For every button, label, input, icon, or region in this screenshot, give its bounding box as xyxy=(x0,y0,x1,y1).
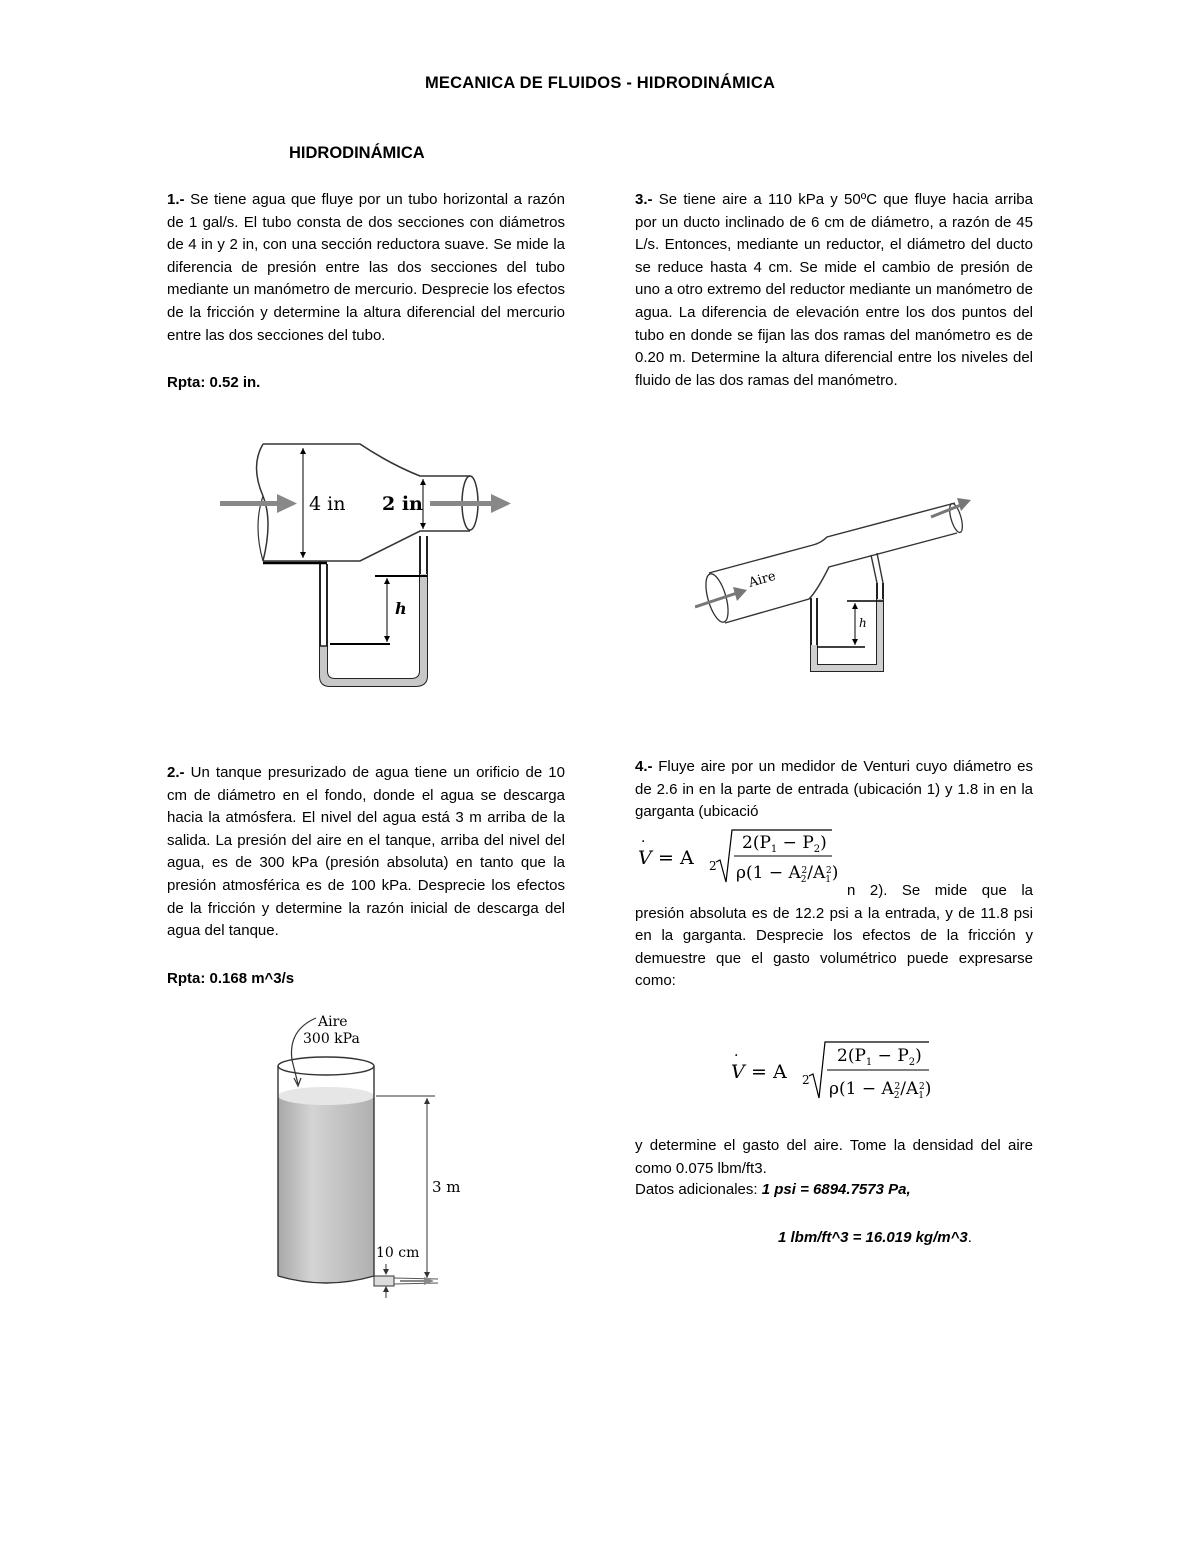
problem-2-text xyxy=(167,762,565,943)
figure-2-label-air: Aire xyxy=(318,1014,348,1030)
problem-4-text-a xyxy=(635,756,1033,824)
figure-2-label-pressure: 300 kPa xyxy=(303,1031,360,1047)
formula-display-den: ρ(1 − A xyxy=(829,1079,894,1099)
problem-2-number: 2.- xyxy=(167,764,185,781)
additional-data-label: Datos adicionales: xyxy=(635,1181,762,1198)
formula-display-num-s1: 1 xyxy=(865,1057,873,1068)
problem-1-body: Se tiene agua que fluye por un tubo horizontal a razón de 1 gal/s. El tubo consta de dos secciones con diámetros de 4 in y 2 in, con una sección reductora suave. Se mide la diferencia de presión entre las dos secciones del tubo mediante un manómetro de mercurio. Desprecie los efectos de la fricción y determine la altura diferencial del mercurio entre las dos secciones del tubo. xyxy=(167,191,565,344)
figure-2-label-hole: 10 cm xyxy=(376,1245,420,1261)
formula-inline-eq: = A xyxy=(658,847,694,869)
formula-inline-den-end: ) xyxy=(831,863,839,883)
figure-1-label-d1: 4 in xyxy=(309,493,346,515)
svg-text:2(P1 − P2) xyxy=(837,1046,922,1068)
additional-data-line-2 xyxy=(778,1229,972,1246)
formula-inline-num-end: ) xyxy=(820,833,827,853)
problem-3-body: Se tiene aire a 110 kPa y 50ºC que fluye hacia arriba por un ducto inclinado de 6 cm de diámetro, a razón de 45 L/s. Entonces, mediante un reductor, el diámetro del ducto se reduce hasta 4 cm. Se mide el cambio de presión de uno a otro extremo del reductor mediante un manómetro de agua. La diferencia de elevación entre los dos puntos del tubo en donde se fijan las dos ramas del manómetro es de 0.20 m. Determine la altura diferencial entre los niveles del fluido de las dos ramas del manómetro. xyxy=(635,191,1033,389)
document-title: MECANICA DE FLUIDOS - HIDRODINÁMICA xyxy=(424,74,776,92)
figure-3-label-air: Aire xyxy=(746,568,778,591)
formula-inline-num-mid: − P xyxy=(777,833,814,853)
formula-inline-den-e1: 2 xyxy=(826,866,832,876)
svg-text:ρ(1 − A22/A12) xyxy=(829,1079,931,1101)
section-title: HIDRODINÁMICA xyxy=(289,144,425,162)
problem-4-body-b: n 2). Se mide que la presión absoluta es de 12.2 psi a la entrada, y de 11.8 psi en la garganta. Desprecie los efectos de la fricción y demuestre que el gasto volumétrico puede expresarse como: xyxy=(635,882,1033,990)
figure-pipe-manometer xyxy=(215,436,515,688)
problem-4-body-c: y determine el gasto del aire. Tome la densidad del aire como 0.075 lbm/ft3. xyxy=(635,1137,1033,1177)
formula-inline-den-s2: 2 xyxy=(800,875,807,885)
problem-4-text-c xyxy=(635,1135,1033,1180)
figure-1-label-h: h xyxy=(395,599,407,618)
conversion-psi: 1 psi = 6894.7573 Pa, xyxy=(761,1181,911,1198)
formula-display-num-end: ) xyxy=(915,1046,922,1066)
formula-display-lhs: V xyxy=(731,1061,745,1083)
additional-data-line-1 xyxy=(635,1181,911,1198)
formula-inline-lhs: V xyxy=(638,847,652,869)
svg-text:·: · xyxy=(734,1048,739,1064)
formula-inline-num-s2: 2 xyxy=(813,844,821,855)
formula-inline xyxy=(636,826,846,888)
problem-1-number: 1.- xyxy=(167,191,185,208)
formula-display-den-e2: 2 xyxy=(894,1082,901,1092)
formula-display-num-mid: − P xyxy=(872,1046,909,1066)
figure-2-label-height: 3 m xyxy=(432,1178,461,1196)
formula-inline-den: ρ(1 − A xyxy=(736,863,801,883)
figure-3-label-h: h xyxy=(859,616,867,630)
problem-3-number: 3.- xyxy=(635,191,653,208)
formula-display-den-e1: 2 xyxy=(919,1082,925,1092)
formula-inline-den-slash: /A xyxy=(807,863,826,883)
formula-display xyxy=(727,1036,947,1106)
svg-text:2(P1 − P2) xyxy=(742,833,827,855)
problem-2-answer: Rpta: 0.168 m^3/s xyxy=(167,970,295,987)
formula-display-den-s1: 1 xyxy=(918,1091,924,1101)
conversion-density: 1 lbm/ft^3 = 16.019 kg/m^3 xyxy=(778,1229,968,1246)
formula-inline-den-s1: 1 xyxy=(825,875,831,885)
svg-text:·: · xyxy=(641,834,646,850)
problem-4-body-a: Fluye aire por un medidor de Venturi cuyo diámetro es de 2.6 in en la parte de entrada (ubicación 1) y 1.8 in en la garganta (ubicació xyxy=(635,758,1033,821)
formula-display-den-end: ) xyxy=(924,1079,932,1099)
formula-display-num-s2: 2 xyxy=(908,1057,916,1068)
figure-pressurized-tank xyxy=(270,1008,470,1298)
formula-inline-sub: 2 xyxy=(709,859,717,873)
problem-1-answer: Rpta: 0.52 in. xyxy=(167,374,261,391)
formula-display-num: 2(P xyxy=(837,1046,866,1066)
formula-display-eq: = A xyxy=(751,1061,787,1083)
problem-2-body: Un tanque presurizado de agua tiene un orificio de 10 cm de diámetro en el fondo, donde el agua se descarga hacia la atmósfera. El nivel del agua está 3 m arriba de la salida. La presión del aire en el tanque, arriba del nivel del agua, es de 300 kPa (presión absoluta) en tanto que la presión atmosférica es de 100 kPa. Desprecie los efectos de la fricción y determine la razón inicial de descarga del agua del tanque. xyxy=(167,764,565,940)
problem-4-text-b xyxy=(635,880,1033,993)
formula-inline-num-s1: 1 xyxy=(770,844,778,855)
figure-1-label-d2: 2 in xyxy=(382,493,423,515)
formula-inline-num: 2(P xyxy=(742,833,771,853)
formula-display-sub: 2 xyxy=(802,1073,810,1087)
formula-inline-den-e2: 2 xyxy=(801,866,808,876)
formula-display-den-slash: /A xyxy=(900,1079,919,1099)
conversion-density-end: . xyxy=(967,1229,972,1246)
figure-inclined-duct xyxy=(695,495,975,680)
formula-display-den-s2: 2 xyxy=(893,1091,900,1101)
problem-3-text xyxy=(635,189,1033,392)
problem-1-text xyxy=(167,189,565,347)
problem-4-number: 4.- xyxy=(635,758,653,775)
